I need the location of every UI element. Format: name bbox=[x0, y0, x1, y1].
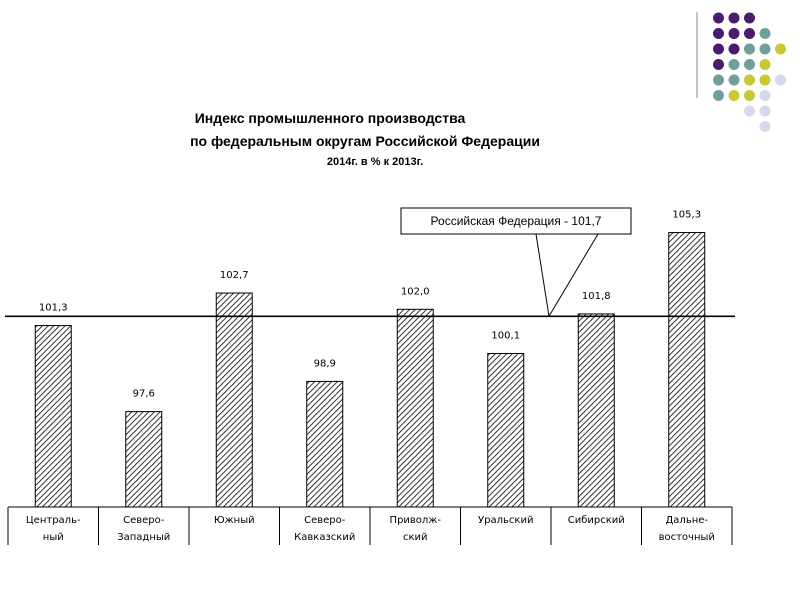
data-label: 98,9 bbox=[313, 358, 336, 370]
chart-subtitle: по федеральным округам Российской Федерации bbox=[190, 133, 540, 149]
category-label: ский bbox=[402, 532, 428, 543]
data-label: 97,6 bbox=[132, 388, 155, 400]
callout-pointer bbox=[536, 234, 549, 316]
bar bbox=[35, 326, 71, 507]
data-label: 100,1 bbox=[491, 330, 521, 342]
category-label: Приволж- bbox=[389, 515, 441, 526]
bar bbox=[397, 309, 433, 507]
bar bbox=[307, 381, 343, 507]
category-label: Западный bbox=[117, 532, 171, 543]
callout-pointer bbox=[549, 234, 598, 316]
bar bbox=[216, 293, 252, 507]
category-label: ный bbox=[42, 532, 64, 543]
chart-subtitle-period: 2014г. в % к 2013г. bbox=[326, 156, 424, 168]
category-label: Северо- bbox=[304, 515, 346, 526]
data-label: 105,3 bbox=[672, 209, 702, 221]
bar bbox=[488, 353, 524, 507]
category-label: Дальне- bbox=[665, 515, 709, 526]
reference-label: Российская Федерация - 101,7 bbox=[430, 214, 602, 228]
category-label: Кавказский bbox=[294, 532, 356, 543]
category-label: Сибирский bbox=[567, 515, 625, 526]
category-label: восточный bbox=[658, 532, 715, 543]
bar bbox=[126, 412, 162, 507]
plot-area bbox=[5, 208, 735, 545]
category-label: Северо- bbox=[123, 515, 165, 526]
data-label: 102,0 bbox=[400, 286, 430, 298]
category-label: Уральский bbox=[478, 515, 534, 526]
bar bbox=[669, 233, 705, 507]
data-label: 101,8 bbox=[581, 290, 611, 302]
data-label: 102,7 bbox=[219, 270, 249, 282]
category-label: Южный bbox=[213, 515, 255, 526]
data-label: 101,3 bbox=[38, 302, 68, 314]
category-label: Централь- bbox=[25, 515, 81, 526]
chart-title: Индекс промышленного производства bbox=[194, 110, 466, 126]
bar bbox=[578, 314, 614, 507]
